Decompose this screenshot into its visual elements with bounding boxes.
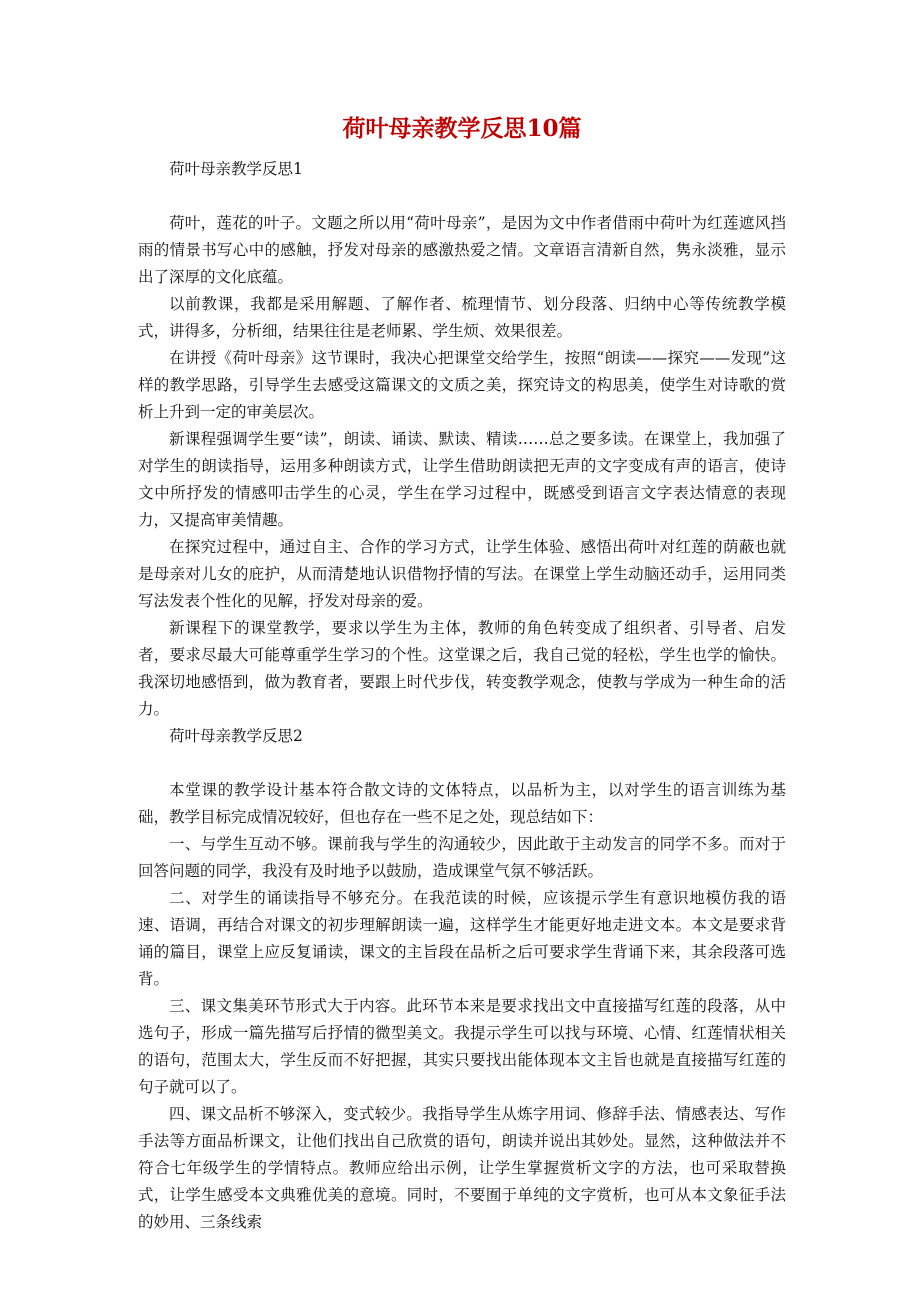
paragraph: 三、课文集美环节形式大于内容。此环节本来是要求找出文中直接描写红莲的段落，从中选句子，形成一篇先描写后抒情的微型美文。我提示学生可以找与环境、心情、红莲情状相关的语句，范围太大，学生反而不好把握，其实只要找出能体现本文主旨也就是直接描写红莲的句子就可以了。 xyxy=(138,997,786,1096)
document-title: 荷叶母亲教学反思10篇 xyxy=(342,115,582,142)
section-1 xyxy=(138,156,786,723)
blank-line xyxy=(138,183,786,210)
paragraph: 本堂课的教学设计基本符合散文诗的文体特点，以品析为主，以对学生的语言训练为基础，教学目标完成情况较好，但也存在一些不足之处，现总结如下： xyxy=(138,781,786,826)
paragraph: 以前教课，我都是采用解题、了解作者、梳理情节、划分段落、归纳中心等传统教学模式，讲得多，分析细，结果往往是老师累、学生烦、效果很差。 xyxy=(138,295,786,340)
paragraph: 新课程强调学生要“读”，朗读、诵读、默读、精读……总之要多读。在课堂上，我加强了对学生的朗读指导，运用多种朗读方式，让学生借助朗读把无声的文字变成有声的语言，使诗文中所抒发的情感叩击学生的心灵，学生在学习过程中，既感受到语言文字表达情意的表现力，又提高审美情趣。 xyxy=(138,430,786,529)
paragraph: 在讲授《荷叶母亲》这节课时，我决心把课堂交给学生，按照“朗读——探究——发现”这样的教学思路，引导学生去感受这篇课文的文质之美，探究诗文的构思美，使学生对诗歌的赏析上升到一定的审美层次。 xyxy=(138,349,786,421)
section-2 xyxy=(138,723,786,1236)
paragraph: 新课程下的课堂教学，要求以学生为主体，教师的角色转变成了组织者、引导者、启发者，要求尽最大可能尊重学生学习的个性。这堂课之后，我自己觉的轻松，学生也学的愉快。我深切地感悟到，做为教育者，要跟上时代步伐，转变教学观念，使教与学成为一种生命的活力。 xyxy=(138,619,786,718)
section-heading: 荷叶母亲教学反思1 xyxy=(169,160,303,178)
section-heading: 荷叶母亲教学反思2 xyxy=(169,727,303,745)
paragraph: 一、与学生互动不够。课前我与学生的沟通较少，因此敢于主动发言的同学不多。而对于回答问题的同学，我没有及时地予以鼓励，造成课堂气氛不够活跃。 xyxy=(138,835,786,880)
document-page xyxy=(138,112,786,1236)
blank-line xyxy=(138,750,786,777)
paragraph: 四、课文品析不够深入，变式较少。我指导学生从炼字用词、修辞手法、情感表达、写作手法等方面品析课文，让他们找出自己欣赏的语句，朗读并说出其妙处。显然，这种做法并不符合七年级学生的学情特点。教师应给出示例，让学生掌握赏析文字的方法，也可采取替换式，让学生感受本文典雅优美的意境。同时，不要囿于单纯的文字赏析，也可从本文象征手法的妙用、三条线索 xyxy=(138,1105,786,1231)
paragraph: 荷叶，莲花的叶子。文题之所以用“荷叶母亲”，是因为文中作者借雨中荷叶为红莲遮风挡雨的情景书写心中的感触，抒发对母亲的感激热爱之情。文章语言清新自然，隽永淡雅，显示出了深厚的文化底蕴。 xyxy=(138,214,786,286)
paragraph: 在探究过程中，通过自主、合作的学习方式，让学生体验、感悟出荷叶对红莲的荫蔽也就是母亲对儿女的庇护，从而清楚地认识借物抒情的写法。在课堂上学生动脑还动手，运用同类写法发表个性化的见解，抒发对母亲的爱。 xyxy=(138,538,786,610)
paragraph: 二、对学生的诵读指导不够充分。在我范读的时候，应该提示学生有意识地模仿我的语速、语调，再结合对课文的初步理解朗读一遍，这样学生才能更好地走进文本。本文是要求背诵的篇目，课堂上应反复诵读，课文的主旨段在品析之后可要求学生背诵下来，其余段落可选背。 xyxy=(138,889,786,988)
